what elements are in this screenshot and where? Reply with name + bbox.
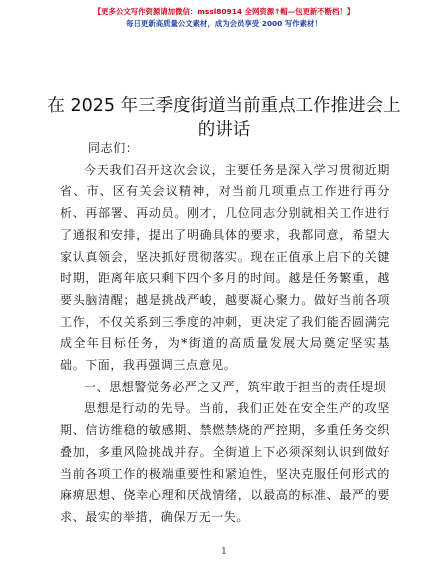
paragraph-section-1: 思想是行动的先导。当前，我们正处在安全生产的攻坚期、信访维稳的敏感期、禁燃禁烧的严控期，多重任务交织叠加，多重风险挑战并存。全街道上下必须深刻认识到做好当前各项工作的极端重要性和紧迫性，坚决克服任何形式的麻痹思想、侥幸心理和厌战情绪，以最高的标准、最严的要求、最实的举措，确保万无一失。 [60, 401, 390, 524]
promo-banner [0, 6, 448, 30]
paragraph-intro: 今天我们召开这次会议，主要任务是深入学习贯彻近期省、市、区有关会议精神，对当前几项重点工作进行再分析、再部署、再动员。刚才，几位同志分别就相关工作进行了通报和安排，提出了明确具体的要求，我都同意，希望大家认真领会，坚决抓好贯彻落实。现在正值承上启下的关键时期，距离年底只剩下四个多月的时间。越是任务繁重，越要头脑清醒；越是挑战严峻，越要凝心聚力。做好当前各项工作，不仅关系到三季度的冲刺，更决定了我们能否圆满完成全年目标任务，为*街道的高质量发展大局奠定坚实基础。下面，我再强调三点意见。 [60, 162, 390, 373]
section-heading-1: 一、思想警觉务必严之又严，筑牢敢于担当的责任堤坝 [84, 379, 387, 394]
promo-banner-line1: 【更多公文写作资源请加微信：mssl80914 全网资源↑帽—包更新不断档！】 [93, 7, 355, 16]
page-number: 1 [221, 547, 227, 557]
document-title: 在 2025 年三季度街道当前重点工作推进会上的讲话 [47, 96, 401, 140]
promo-banner-line2: 每日更新高质量公文素材，成为会员享受 2000 写作素材！ [126, 19, 322, 28]
document-body [60, 138, 390, 529]
greeting: 同志们： [88, 141, 139, 155]
